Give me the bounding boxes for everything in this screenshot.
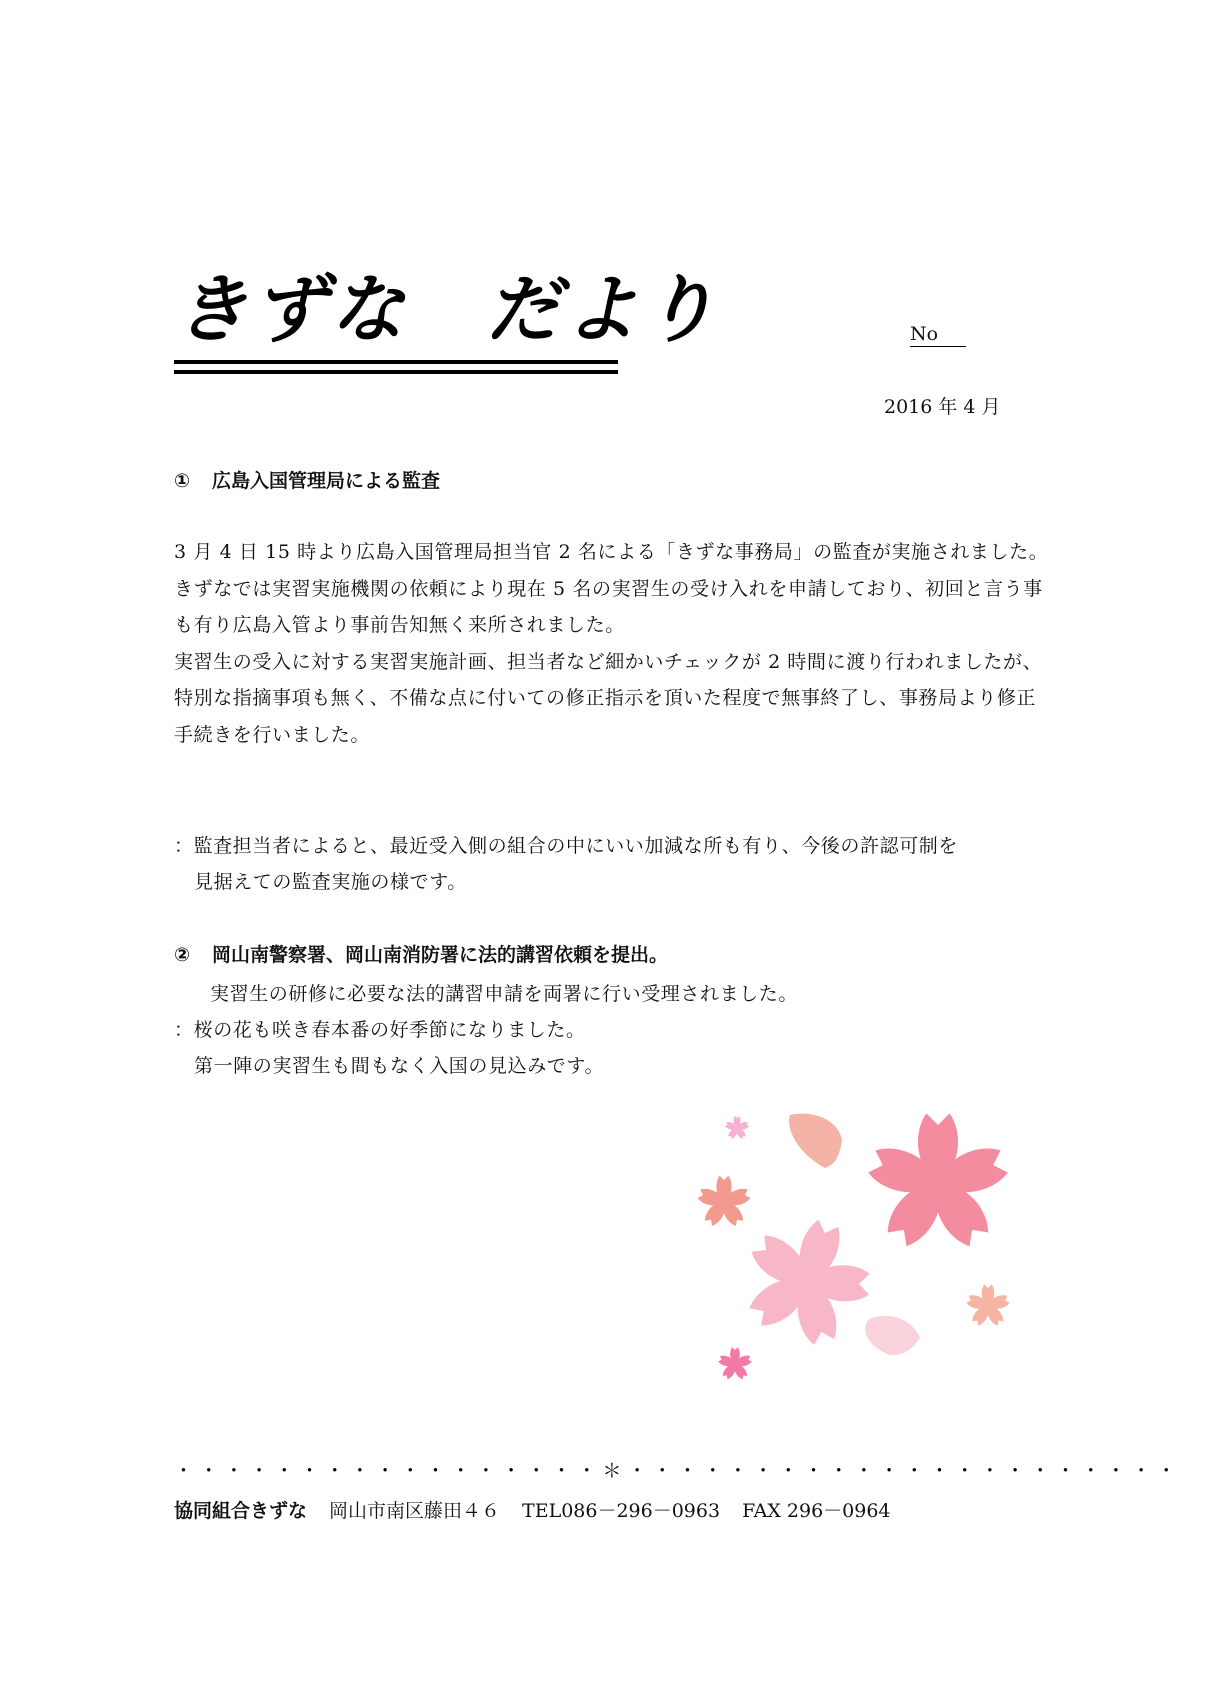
newsletter-title: きずな だより: [174, 267, 720, 353]
section1-title: 広島入国管理局による監査: [212, 470, 441, 492]
address: 岡山市南区藤田４６: [329, 1500, 501, 1522]
footer-contact: [174, 1496, 891, 1523]
section1-paragraph: 3 月 4 日 15 時より広島入国管理局担当官 2 名による「きずな事務局」の監査が実施されました。: [174, 541, 1049, 563]
blossom-small-icon: [697, 1176, 752, 1228]
cherry-blossom-illustration: [690, 1110, 1030, 1410]
footer-divider: ・・・・・・・・・・・・・・・・・＊・・・・・・・・・・・・・・・・・・・・・・: [174, 1460, 1183, 1482]
title-underline: [174, 360, 618, 364]
section1-heading: [174, 466, 440, 493]
blossom-large-icon: [866, 1113, 1011, 1251]
fax: FAX 296－0964: [742, 1500, 891, 1522]
section1-body: [174, 534, 1054, 754]
section2-number: ②: [174, 944, 191, 966]
section1-note-line2: 見据えての監査実施の様です。: [194, 871, 467, 893]
section2-line3: 第一陣の実習生も間もなく入国の見込みです。: [194, 1055, 605, 1077]
section2-title: 岡山南警察署、岡山南消防署に法的講習依頼を提出。: [212, 944, 669, 966]
organization-name: 協同組合きずな: [174, 1500, 308, 1522]
section1-paragraph: 実習生の受入に対する実習実施計画、担当者など細かいチェックが 2 時間に渡り行われましたが、特別な指摘事項も無く、不備な点に付いての修正指示を頂いた程度で無事終了し、事務局より修正手続きを行いました。: [174, 650, 1043, 746]
title-underline-second: [174, 370, 618, 374]
section1-number: ①: [174, 470, 191, 492]
masthead: [174, 262, 720, 374]
section1-note-line1: ：監査担当者によると、最近受入側の組合の中にいい加減な所も有り、今後の許認可制を: [174, 835, 959, 857]
section2-line2: ：桜の花も咲き春本番の好季節になりました。: [174, 1019, 586, 1041]
issue-date: 2016 年 4 月: [884, 396, 1001, 418]
telephone: TEL086－296－0963: [522, 1500, 721, 1522]
blossom-small-icon: [966, 1284, 1011, 1327]
blossom-tiny-icon: [725, 1116, 750, 1140]
blossom-medium-icon: [745, 1217, 870, 1347]
blossom-small-icon: [718, 1347, 753, 1380]
section2-line1: 実習生の研修に必要な法的講習申請を両署に行い受理されました。: [210, 983, 799, 1005]
section1-paragraph: きずなでは実習実施機関の依頼により現在 5 名の実習生の受け入れを申請しており、初回と言う事も有り広島入管より事前告知無く来所されました。: [174, 577, 1043, 637]
issue-number-label: No: [910, 322, 966, 347]
falling-petal-icon: [789, 1114, 842, 1168]
section1-note: [174, 828, 1054, 900]
section2-body: [174, 976, 1054, 1084]
falling-petal-icon: [865, 1316, 920, 1355]
section2-heading: [174, 940, 668, 967]
